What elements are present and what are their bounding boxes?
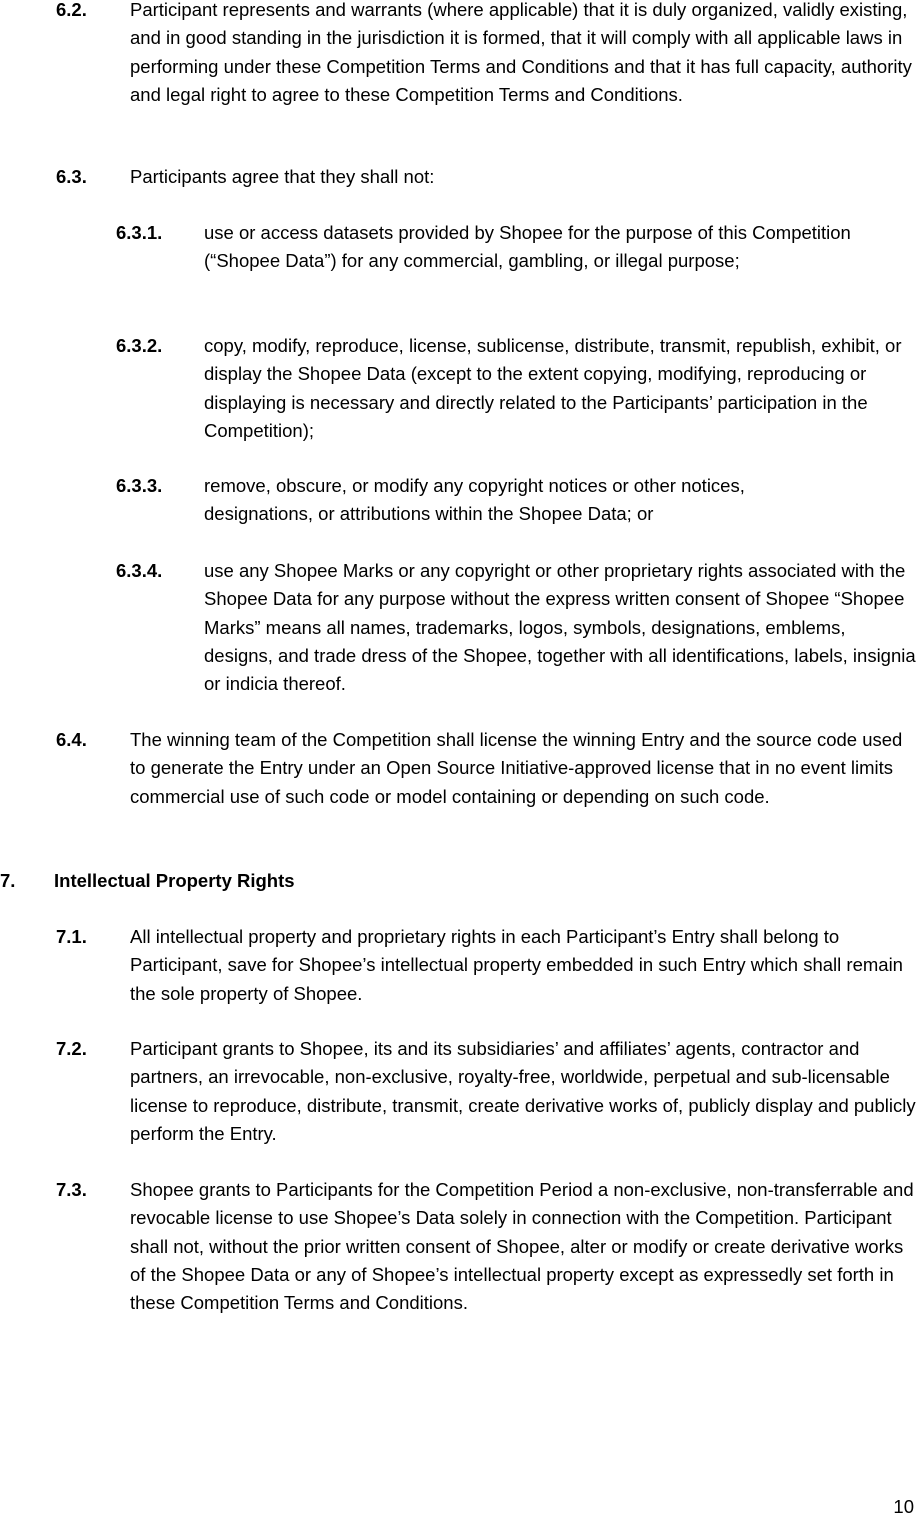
clause-number: 7.3. (56, 1179, 87, 1200)
section-title: Intellectual Property Rights (54, 870, 295, 891)
clause-text: Participants agree that they shall not: (130, 166, 435, 187)
clause-number: 6.3. (56, 166, 87, 187)
clause-number: 7.2. (56, 1038, 87, 1059)
clause-text: copy, modify, reproduce, license, sublicense, distribute, transmit, republish, exhibit, or display the Shopee Data (except to the extent copying, modifying, reproducing or displaying is necessary and directly related to the Participants’ participation in the Competition); (204, 335, 902, 441)
clause-number: 6.2. (56, 0, 87, 20)
clause-text: All intellectual property and proprietary rights in each Participant’s Entry shall belong to Participant, save for Shopee’s intellectual property embedded in such Entry which shall remain the sole property of Shopee. (130, 926, 903, 1004)
clause-number: 6.3.4. (116, 560, 163, 581)
clause-text: Shopee grants to Participants for the Competition Period a non-exclusive, non-transferrable and revocable license to use Shopee’s Data solely in connection with the Competition. Participant shall not, without the prior written consent of Shopee, alter or modify or create derivative works of the Shopee Data or any of Shopee’s intellectual property except as expressedly set forth in these Competition Terms and Conditions. (130, 1179, 914, 1314)
clause-number: 6.3.1. (116, 222, 163, 243)
clause-number: 7.1. (56, 926, 87, 947)
clause-number: 6.3.2. (116, 335, 163, 356)
clause-number: 6.4. (56, 729, 87, 750)
page-number: 10 (893, 1496, 914, 1517)
clause-text: use any Shopee Marks or any copyright or other proprietary rights associated with the Shopee Data for any purpose without the express written consent of Shopee “Shopee Marks” means all names, trademarks, logos, symbols, designations, emblems, designs, and trade dress of the Shopee, together with all identifications, labels, insignia or indicia thereof. (204, 560, 916, 695)
clause-text: use or access datasets provided by Shopee for the purpose of this Competition (“Shopee Data”) for any commercial, gambling, or illegal purpose; (204, 222, 851, 272)
clause-number: 6.3.3. (116, 475, 163, 496)
section-number: 7. (0, 870, 16, 891)
clause-text: Participant grants to Shopee, its and its subsidiaries’ and affiliates’ agents, contractor and partners, an irrevocable, non-exclusive, royalty-free, worldwide, perpetual and sub-licensable license to reproduce, distribute, transmit, create derivative works of, publicly display and publicly perform the Entry. (130, 1038, 916, 1144)
clause-text: Participant represents and warrants (where applicable) that it is duly organized, validly existing, and in good standing in the jurisdiction it is formed, that it will comply with all applicable laws in performing under these Competition Terms and Conditions and that it has full capacity, authority and legal right to agree to these Competition Terms and Conditions. (130, 0, 912, 105)
clause-text: remove, obscure, or modify any copyright notices or other notices, designations, or attributions within the Shopee Data; or (204, 475, 745, 525)
clause-text: The winning team of the Competition shall license the winning Entry and the source code used to generate the Entry under an Open Source Initiative-approved license that in no event limits commercial use of such code or model containing or depending on such code. (130, 729, 903, 807)
